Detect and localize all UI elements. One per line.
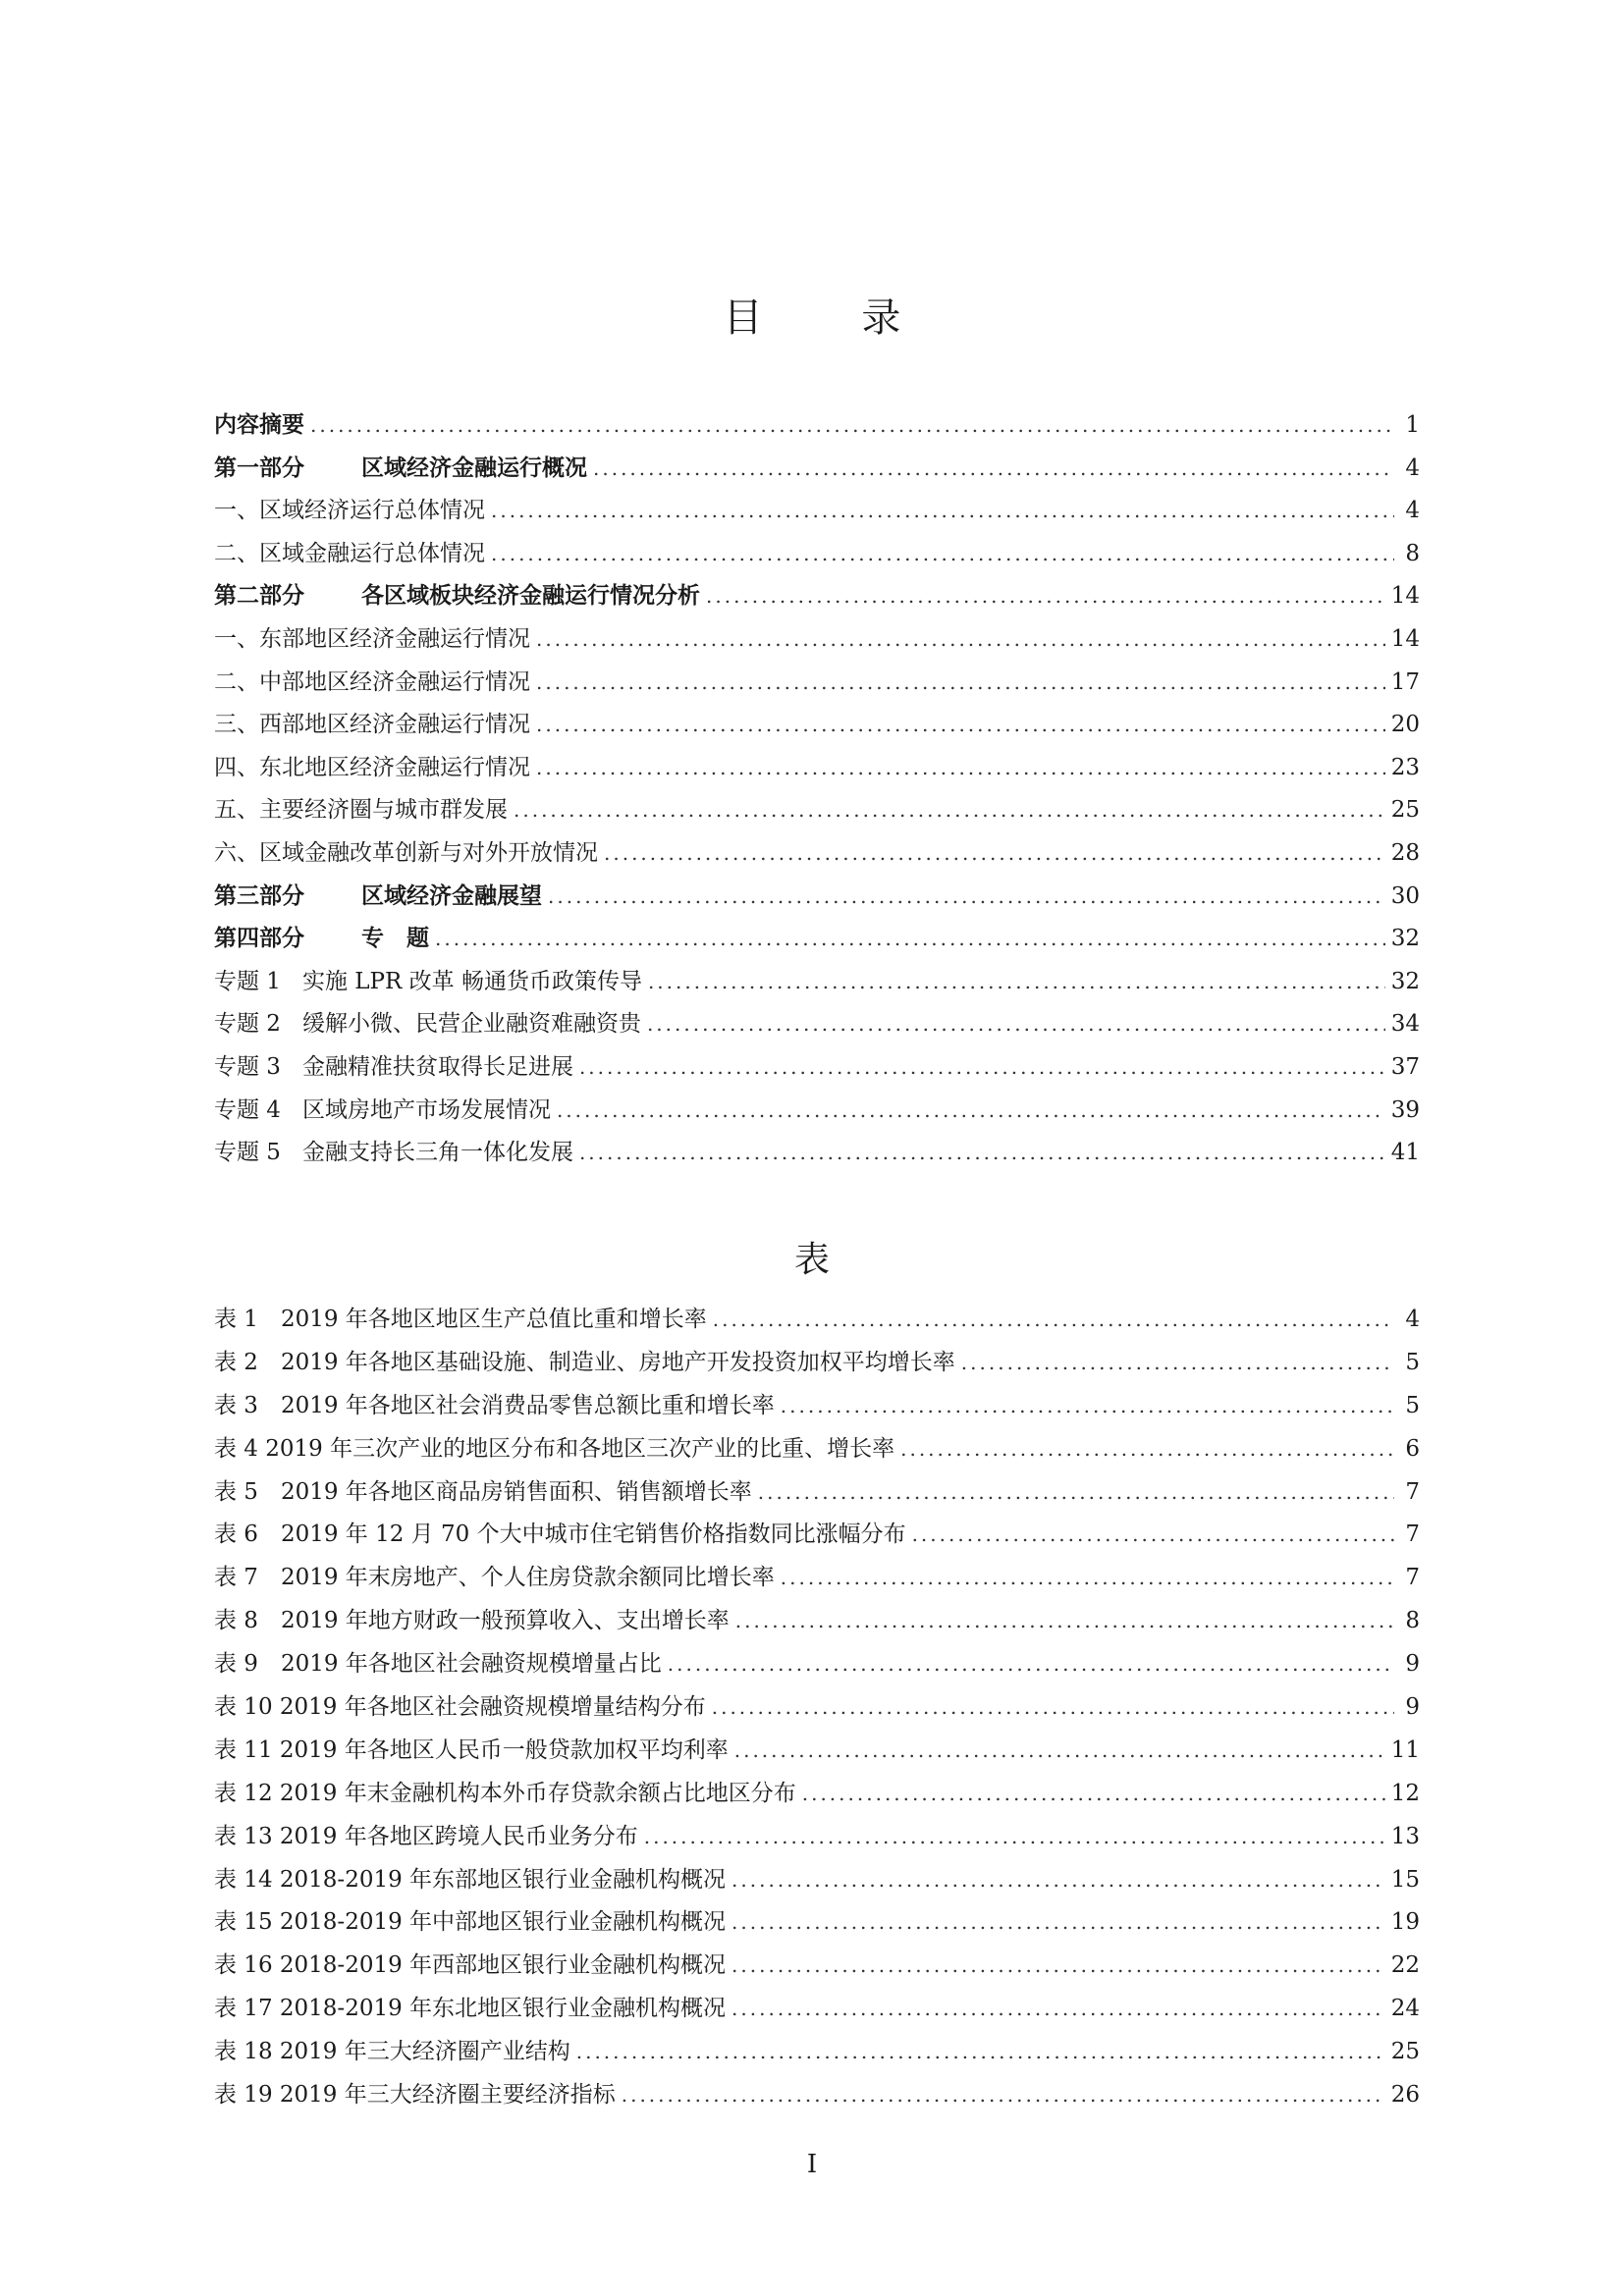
toc-entry[interactable] <box>214 961 1420 1004</box>
table-page-number: 11 <box>1390 1736 1420 1763</box>
table-page-number: 4 <box>1405 1307 1420 1332</box>
table-entry[interactable] <box>214 2074 1420 2117</box>
dot-leader <box>781 1385 1394 1428</box>
toc-entry[interactable] <box>214 490 1420 533</box>
table-entry[interactable] <box>214 1816 1420 1859</box>
dot-leader <box>912 1514 1394 1557</box>
dot-leader <box>310 404 1394 448</box>
toc-entry[interactable] <box>214 1132 1420 1175</box>
table-entry-text: 表 15 2018-2019 年中部地区银行业金融机构概况 <box>214 1909 727 1936</box>
table-page-number: 8 <box>1405 1608 1420 1634</box>
table-page-number: 5 <box>1405 1349 1420 1375</box>
table-entry[interactable] <box>214 2031 1420 2074</box>
table-entry-text: 表 7 2019 年末房地产、个人住房贷款余额同比增长率 <box>214 1565 775 1591</box>
table-entry[interactable] <box>214 1428 1420 1471</box>
toc-page-number: 14 <box>1390 625 1420 652</box>
table-page-number: 7 <box>1405 1522 1420 1548</box>
table-entry-text: 表 4 2019 年三次产业的地区分布和各地区三次产业的比重、增长率 <box>214 1435 895 1462</box>
table-entry[interactable] <box>214 1514 1420 1557</box>
table-entry-text: 表 13 2019 年各地区跨境人民币业务分布 <box>214 1823 638 1849</box>
toc-page-number: 37 <box>1390 1053 1420 1080</box>
toc-entry-text: 一、区域经济运行总体情况 <box>214 498 485 524</box>
dot-leader <box>712 1686 1394 1730</box>
table-entry[interactable] <box>214 1385 1420 1428</box>
toc-entry[interactable] <box>214 404 1420 448</box>
toc-entry[interactable] <box>214 747 1420 790</box>
toc-page-number: 32 <box>1390 926 1420 952</box>
toc-entry-text: 第三部分 区域经济金融展望 <box>214 882 542 909</box>
toc-entry[interactable] <box>214 704 1420 747</box>
table-entry-text: 表 18 2019 年三大经济圈产业结构 <box>214 2039 570 2065</box>
toc-page-number: 14 <box>1390 583 1420 610</box>
table-entry-text: 表 3 2019 年各地区社会消费品零售总额比重和增长率 <box>214 1392 775 1418</box>
toc-entry-text: 内容摘要 <box>214 412 304 438</box>
table-entry[interactable] <box>214 1342 1420 1385</box>
dot-leader <box>647 1003 1385 1046</box>
toc-entry-text: 二、中部地区经济金融运行情况 <box>214 668 530 695</box>
table-entry[interactable] <box>214 1945 1420 1988</box>
toc-entry[interactable] <box>214 662 1420 705</box>
table-page-number: 13 <box>1390 1823 1420 1849</box>
toc-page-number: 34 <box>1390 1011 1420 1038</box>
toc-page-number: 1 <box>1405 412 1420 438</box>
toc-entry-text: 专题 5 金融支持长三角一体化发展 <box>214 1140 573 1166</box>
table-page-number: 7 <box>1405 1565 1420 1591</box>
toc-entry-text: 专题 1 实施 LPR 改革 畅通货币政策传导 <box>214 968 642 994</box>
table-page-number: 5 <box>1405 1392 1420 1418</box>
table-entry-text: 表 10 2019 年各地区社会融资规模增量结构分布 <box>214 1694 706 1721</box>
toc-entry[interactable] <box>214 1046 1420 1090</box>
toc-entry-text: 专题 4 区域房地产市场发展情况 <box>214 1096 551 1123</box>
page-title: 目 录 <box>723 295 945 341</box>
dot-leader <box>802 1773 1385 1816</box>
table-entry-text: 表 11 2019 年各地区人民币一般贷款加权平均利率 <box>214 1736 729 1763</box>
table-page-number: 9 <box>1405 1651 1420 1678</box>
dot-leader <box>435 918 1385 961</box>
dot-leader <box>713 1299 1394 1342</box>
toc-entry-text: 一、东部地区经济金融运行情况 <box>214 625 530 652</box>
dot-leader <box>579 1046 1385 1090</box>
dot-leader <box>648 961 1385 1004</box>
toc-page-number: 20 <box>1390 712 1420 738</box>
dot-leader <box>593 448 1394 491</box>
toc-entry[interactable] <box>214 876 1420 919</box>
table-entry[interactable] <box>214 1299 1420 1342</box>
table-entry-text: 表 19 2019 年三大经济圈主要经济指标 <box>214 2082 616 2109</box>
page-number: I <box>806 2150 818 2179</box>
contents-list <box>214 404 1420 1175</box>
toc-entry-text: 四、东北地区经济金融运行情况 <box>214 754 530 780</box>
toc-page-number: 28 <box>1390 839 1420 866</box>
toc-entry-text: 专题 3 金融精准扶贫取得长足进展 <box>214 1053 573 1080</box>
dot-leader <box>491 533 1394 576</box>
table-page-number: 19 <box>1390 1909 1420 1936</box>
dot-leader <box>557 1090 1385 1133</box>
dot-leader <box>536 662 1385 705</box>
toc-entry[interactable] <box>214 832 1420 876</box>
table-entry-text: 表 16 2018-2019 年西部地区银行业金融机构概况 <box>214 1952 727 1979</box>
table-page-number: 26 <box>1390 2082 1420 2109</box>
table-entry[interactable] <box>214 1471 1420 1515</box>
dot-leader <box>781 1557 1394 1600</box>
table-entry[interactable] <box>214 1859 1420 1902</box>
toc-entry-text: 三、西部地区经济金融运行情况 <box>214 712 530 738</box>
table-entry-text: 表 17 2018-2019 年东北地区银行业金融机构概况 <box>214 1996 727 2022</box>
dot-leader <box>731 1988 1385 2031</box>
dot-leader <box>579 1132 1385 1175</box>
toc-entry-text: 第四部分 专 题 <box>214 926 429 952</box>
toc-page-number: 30 <box>1390 882 1420 909</box>
dot-leader <box>536 618 1385 662</box>
dot-leader <box>668 1643 1394 1686</box>
toc-page-number: 8 <box>1405 540 1420 566</box>
table-entry[interactable] <box>214 1686 1420 1730</box>
toc-entry[interactable] <box>214 575 1420 618</box>
table-page-number: 15 <box>1390 1866 1420 1893</box>
table-entry[interactable] <box>214 1901 1420 1945</box>
dot-leader <box>548 876 1385 919</box>
toc-page-number: 17 <box>1390 668 1420 695</box>
dot-leader <box>900 1428 1394 1471</box>
tables-section-title: 表 <box>793 1240 830 1280</box>
toc-entry[interactable] <box>214 618 1420 662</box>
table-entry[interactable] <box>214 1643 1420 1686</box>
toc-page-number: 32 <box>1390 968 1420 994</box>
toc-entry[interactable] <box>214 533 1420 576</box>
table-entry-text: 表 9 2019 年各地区社会融资规模增量占比 <box>214 1651 662 1678</box>
dot-leader <box>735 1600 1394 1643</box>
dot-leader <box>514 789 1385 832</box>
table-entry-text: 表 14 2018-2019 年东部地区银行业金融机构概况 <box>214 1866 727 1893</box>
table-entry[interactable] <box>214 1557 1420 1600</box>
table-entry[interactable] <box>214 1730 1420 1773</box>
dot-leader <box>731 1859 1385 1902</box>
toc-entry-text: 第二部分 各区域板块经济金融运行情况分析 <box>214 583 700 610</box>
toc-entry[interactable] <box>214 448 1420 491</box>
table-entry-text: 表 6 2019 年 12 月 70 个大中城市住宅销售价格指数同比涨幅分布 <box>214 1522 906 1548</box>
table-entry-text: 表 1 2019 年各地区地区生产总值比重和增长率 <box>214 1307 707 1332</box>
table-page-number: 7 <box>1405 1478 1420 1505</box>
toc-entry[interactable] <box>214 1090 1420 1133</box>
toc-entry-text: 六、区域金融改革创新与对外开放情况 <box>214 839 598 866</box>
toc-entry-text: 二、区域金融运行总体情况 <box>214 540 485 566</box>
table-page-number: 22 <box>1390 1952 1420 1979</box>
tables-list <box>214 1299 1420 2117</box>
toc-entry[interactable] <box>214 1003 1420 1046</box>
toc-entry[interactable] <box>214 789 1420 832</box>
dot-leader <box>734 1730 1385 1773</box>
dot-leader <box>622 2074 1385 2117</box>
table-entry[interactable] <box>214 1600 1420 1643</box>
table-page-number: 25 <box>1390 2039 1420 2065</box>
dot-leader <box>536 747 1385 790</box>
dot-leader <box>706 575 1385 618</box>
toc-page-number: 25 <box>1390 797 1420 824</box>
toc-entry[interactable] <box>214 918 1420 961</box>
table-entry-text: 表 8 2019 年地方财政一般预算收入、支出增长率 <box>214 1608 730 1634</box>
table-entry[interactable] <box>214 1988 1420 2031</box>
table-page-number: 9 <box>1405 1694 1420 1721</box>
dot-leader <box>604 832 1385 876</box>
toc-page-number: 41 <box>1390 1140 1420 1166</box>
toc-entry-text: 专题 2 缓解小微、民营企业融资难融资贵 <box>214 1011 641 1038</box>
dot-leader <box>731 1901 1385 1945</box>
toc-entry-text: 五、主要经济圈与城市群发展 <box>214 797 508 824</box>
toc-page-number: 4 <box>1405 498 1420 524</box>
table-entry[interactable] <box>214 1773 1420 1816</box>
toc-page-number: 39 <box>1390 1096 1420 1123</box>
table-page-number: 24 <box>1390 1996 1420 2022</box>
toc-page-number: 23 <box>1390 754 1420 780</box>
toc-page-number: 4 <box>1405 454 1420 481</box>
dot-leader <box>644 1816 1385 1859</box>
table-entry-text: 表 5 2019 年各地区商品房销售面积、销售额增长率 <box>214 1478 752 1505</box>
dot-leader <box>731 1945 1385 1988</box>
table-page-number: 6 <box>1405 1435 1420 1462</box>
table-entry-text: 表 12 2019 年末金融机构本外币存贷款余额占比地区分布 <box>214 1780 796 1806</box>
dot-leader <box>536 704 1385 747</box>
toc-entry-text: 第一部分 区域经济金融运行概况 <box>214 454 587 481</box>
dot-leader <box>961 1342 1394 1385</box>
table-entry-text: 表 2 2019 年各地区基础设施、制造业、房地产开发投资加权平均增长率 <box>214 1349 955 1375</box>
table-page-number: 12 <box>1390 1780 1420 1806</box>
dot-leader <box>491 490 1394 533</box>
dot-leader <box>576 2031 1385 2074</box>
dot-leader <box>758 1471 1394 1515</box>
